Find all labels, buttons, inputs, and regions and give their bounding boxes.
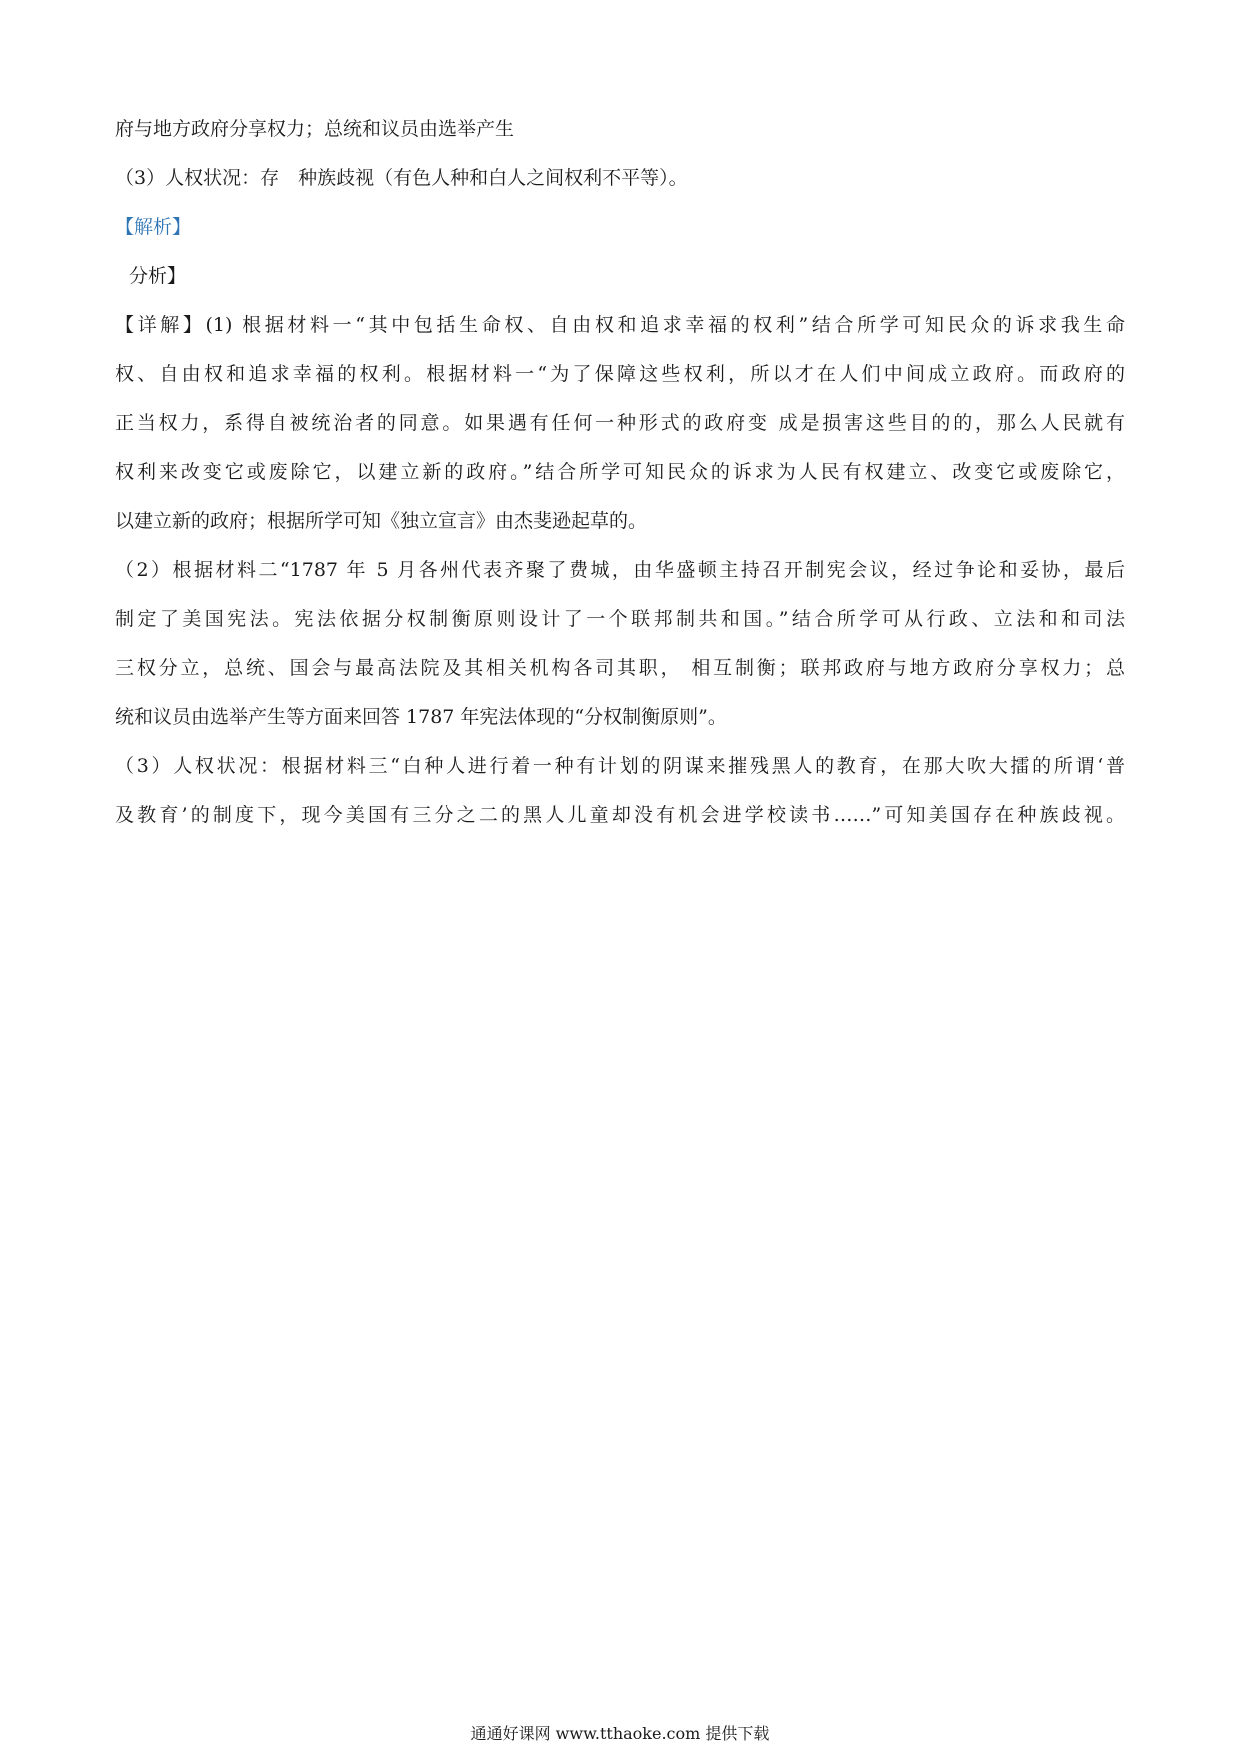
analysis-subheading: 分析】 — [129, 265, 187, 287]
text-line-12: 三权分立，总统、国会与最高法院及其相关机构各司其职， 相互制衡；联邦政府与地方政府分享权力；总 — [115, 657, 1125, 679]
analysis-heading: 【解析】 — [115, 216, 192, 238]
text-line-15: 及教育’的制度下，现今美国有三分之二的黑人儿童却没有机会进学校读书……”可知美国存在种族歧视。 — [115, 804, 1125, 826]
text-line-10: （2）根据材料二“1787 年 5 月各州代表齐聚了费城，由华盛顿主持召开制宪会议，经过争论和妥协，最后 — [115, 559, 1125, 581]
text-line-7: 正当权力，系得自被统治者的同意。如果遇有任何一种形式的政府变 成是损害这些目的的，那么人民就有 — [115, 412, 1125, 434]
text-line-8: 权利来改变它或废除它，以建立新的政府。”结合所学可知民众的诉求为人民有权建立、改变它或废除它， — [115, 461, 1125, 483]
text-line-1: 府与地方政府分享权力；总统和议员由选举产生 — [115, 118, 515, 140]
text-line-6: 权、自由权和追求幸福的权利。根据材料一“为了保障这些权利，所以才在人们中间成立政府。而政府的 — [115, 363, 1125, 385]
text-line-5: 【详解】(1) 根据材料一“其中包括生命权、自由权和追求幸福的权利”结合所学可知民众的诉求我生命 — [115, 314, 1125, 336]
document-body — [115, 105, 1125, 840]
page-footer: 通通好课网 www.tthaoke.com 提供下载 — [470, 1724, 770, 1743]
text-line-9: 以建立新的政府；根据所学可知《独立宣言》由杰斐逊起草的。 — [115, 510, 648, 532]
text-line-11: 制定了美国宪法。宪法依据分权制衡原则设计了一个联邦制共和国。”结合所学可从行政、立法和和司法 — [115, 608, 1125, 630]
text-line-14: （3）人权状况：根据材料三“白种人进行着一种有计划的阴谋来摧残黑人的教育，在那大吹大擂的所谓‘普 — [115, 755, 1125, 777]
text-line-2: （3）人权状况：存 种族歧视（有色人种和白人之间权利不平等）。 — [115, 167, 688, 189]
text-line-13: 统和议员由选举产生等方面来回答 1787 年宪法体现的“分权制衡原则”。 — [115, 706, 727, 728]
